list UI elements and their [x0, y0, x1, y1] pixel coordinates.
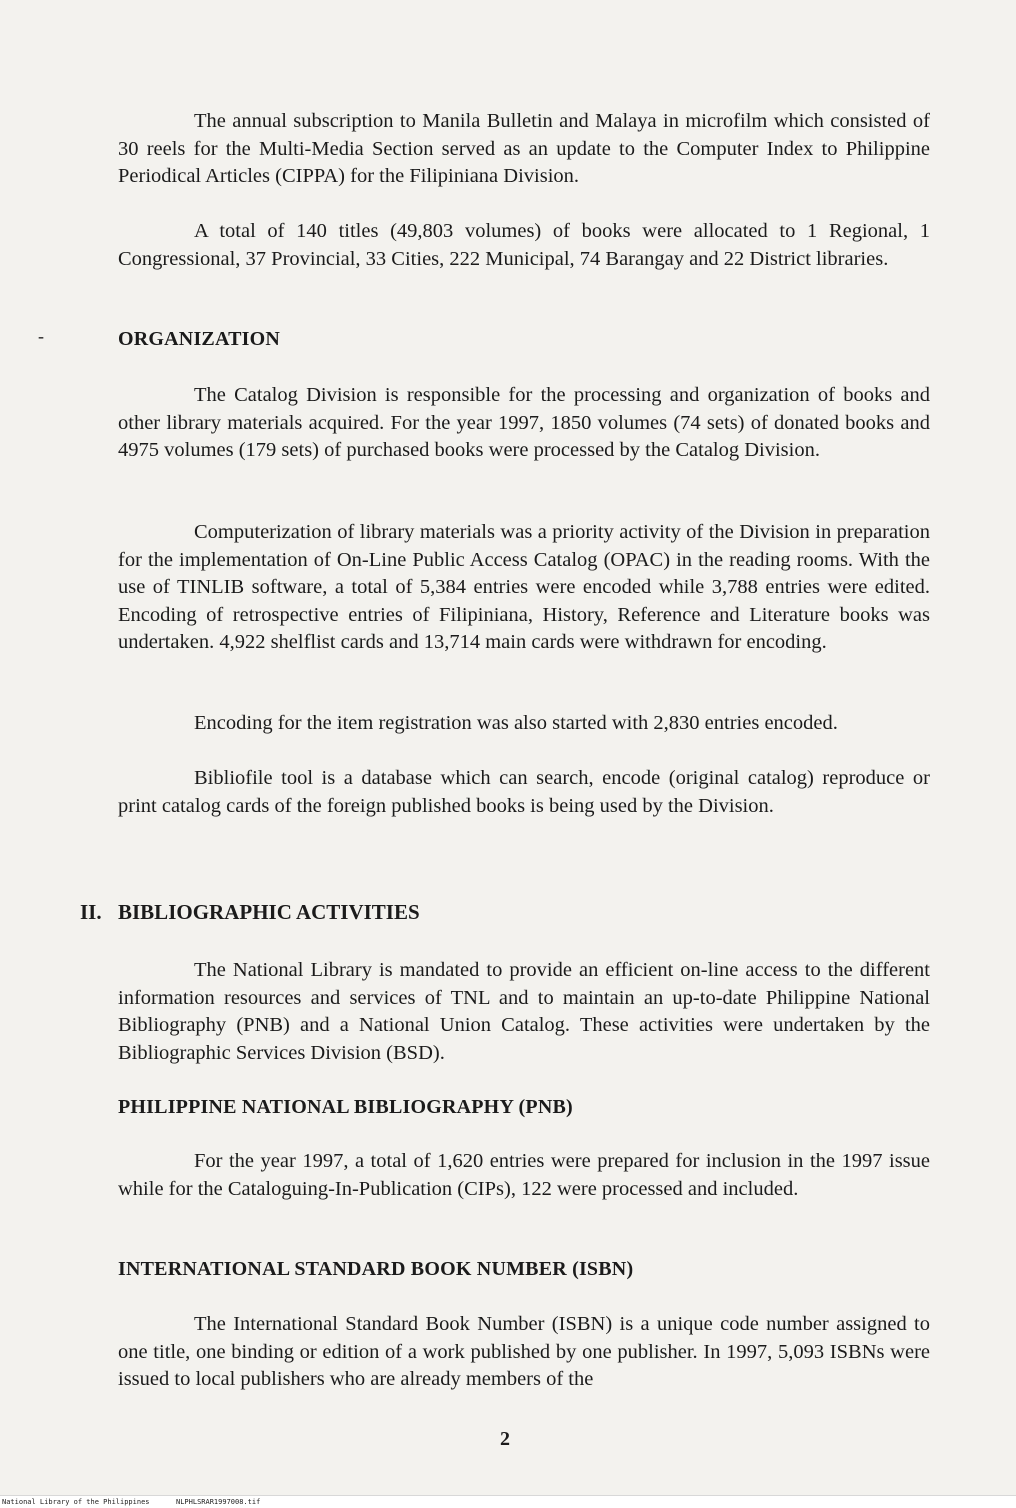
paragraph-microfilm-subscription: The annual subscription to Manila Bulletin and Malaya in microfilm which consisted of 30 reels for the Multi-Media Section served as an update to the Computer Index to Philippine Periodical Articles (CIPPA) for the Filipiniana Division. — [118, 110, 930, 187]
paragraph-isbn: The International Standard Book Number (ISBN) is a unique code number assigned to one title, one binding or edition of a work published by one publisher. In 1997, 5,093 ISBNs were issued to local publishers who are already members of the — [118, 1313, 930, 1390]
page-number: 2 — [500, 1428, 510, 1450]
heading-pnb: PHILIPPINE NATIONAL BIBLIOGRAPHY (PNB) — [118, 1096, 573, 1118]
heading-isbn: INTERNATIONAL STANDARD BOOK NUMBER (ISBN) — [118, 1258, 634, 1280]
section-title: BIBLIOGRAPHIC ACTIVITIES — [118, 900, 420, 924]
footer-file-id: NLPHLSRAR1997008.tif — [176, 1498, 261, 1506]
footer-institution: National Library of the Philippines — [2, 1498, 150, 1506]
paragraph-computerization: Computerization of library materials was a priority activity of the Division in preparation for the implementation of On-Line Public Access Catalog (OPAC) in the reading rooms. With the use of TINLIB software, a total of 5,384 entries were encoded while 3,788 entries were edited. Encoding of retrospective entries of Filipiniana, History, Reference and Literature books was undertaken. 4,922 shelflist cards and 13,714 main cards were withdrawn for encoding. — [118, 521, 930, 653]
paragraph-pnb-entries: For the year 1997, a total of 1,620 entries were prepared for inclusion in the 1997 issue while for the Cataloguing-In-Publication (CIPs), 122 were processed and included. — [118, 1150, 930, 1200]
section-number: II. — [80, 900, 102, 924]
heading-organization: ORGANIZATION — [118, 328, 281, 350]
scan-footer — [0, 1495, 1016, 1508]
paragraph-books-allocated: A total of 140 titles (49,803 volumes) of books were allocated to 1 Regional, 1 Congressional, 37 Provincial, 33 Cities, 222 Municipal, 74 Barangay and 22 District libraries. — [118, 220, 930, 270]
paragraph-national-library-mandate: The National Library is mandated to provide an efficient on-line access to the different information resources and services of TNL and to maintain an up-to-date Philippine National Bibliography (PNB) and a National Union Catalog. These activities were undertaken by the Bibliographic Services Division (BSD). — [118, 959, 930, 1064]
paragraph-bibliofile: Bibliofile tool is a database which can search, encode (original catalog) reproduce or print catalog cards of the foreign published books is being used by the Division. — [118, 767, 930, 817]
paragraph-catalog-division: The Catalog Division is responsible for the processing and organization of books and other library materials acquired. For the year 1997, 1850 volumes (74 sets) of donated books and 4975 volumes (179 sets) of purchased books were processed by the Catalog Division. — [118, 384, 930, 461]
section-heading-bibliographic-activities — [80, 898, 420, 926]
margin-mark: - — [38, 326, 44, 346]
paragraph-item-registration: Encoding for the item registration was also started with 2,830 entries encoded. — [194, 712, 838, 734]
